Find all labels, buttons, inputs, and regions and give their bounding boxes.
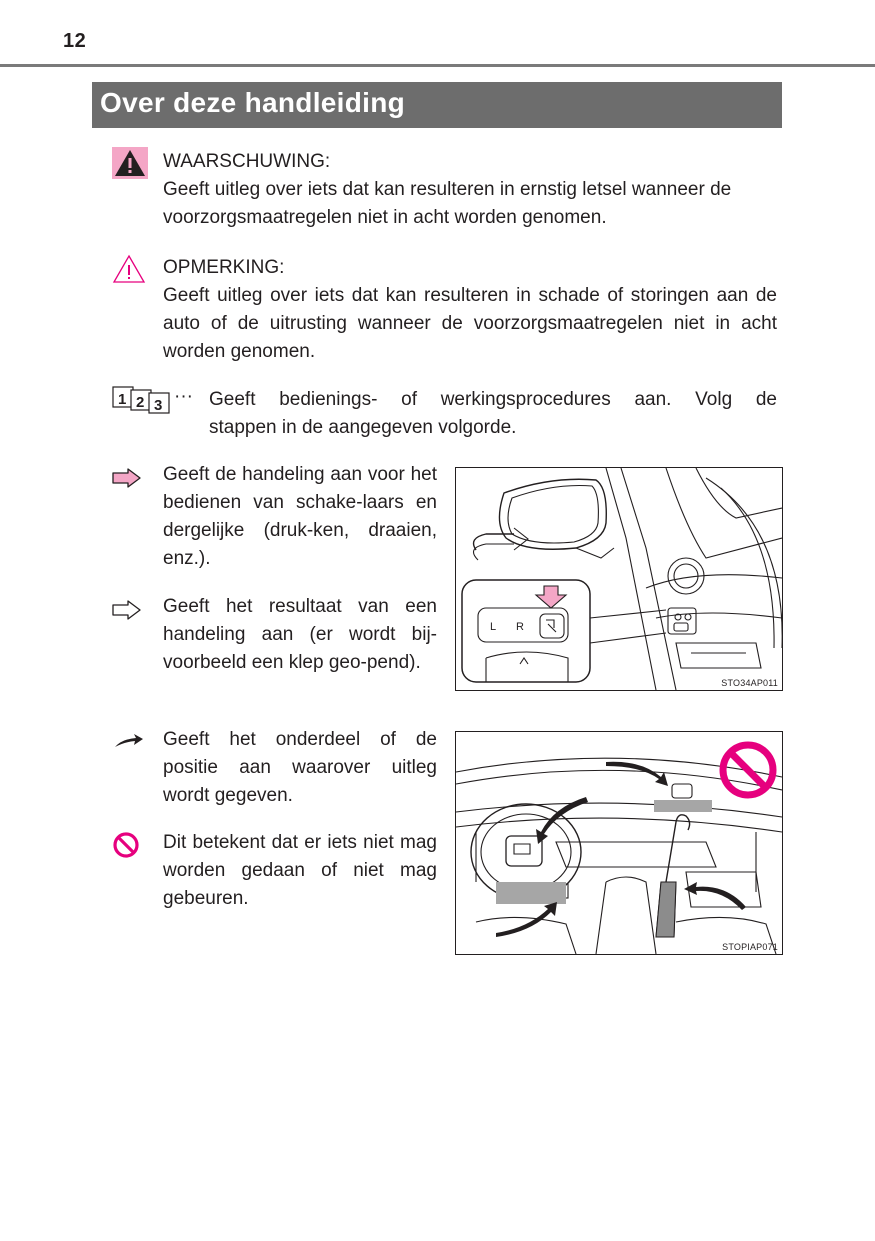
action-arrow-filled-icon bbox=[112, 468, 142, 488]
page-number: 12 bbox=[63, 30, 87, 52]
steps-entry bbox=[209, 386, 777, 442]
caution-entry bbox=[163, 254, 777, 366]
caution-heading: OPMERKING: bbox=[163, 257, 285, 278]
pointer-entry bbox=[163, 726, 437, 810]
steps-ellipsis: ··· bbox=[174, 386, 193, 407]
step-digit-1: 1 bbox=[118, 391, 127, 408]
prohibited-placement-illustration bbox=[456, 732, 782, 954]
warning-filled-triangle-icon bbox=[112, 147, 148, 179]
warning-entry bbox=[163, 148, 777, 232]
section-title-bar bbox=[92, 82, 782, 128]
caution-description: Geeft uitleg over iets dat kan resulteren in schade of storingen aan de auto of de uitrusting wanneer de voorzorgsmaatregelen niet in acht worden genomen. bbox=[163, 285, 777, 362]
step-digit-2: 2 bbox=[136, 394, 145, 411]
steps-description-line2: stappen in de aangegeven volgorde. bbox=[209, 417, 517, 438]
figure-code: STO34AP011 bbox=[721, 678, 778, 688]
action-entry bbox=[163, 461, 437, 573]
action-description: Geeft de handeling aan voor het bedienen van schake-laars en dergelijke (druk-ken, draaien, enz.). bbox=[163, 464, 437, 569]
caution-outline-triangle-icon bbox=[112, 254, 146, 284]
prohibited-entry bbox=[163, 829, 437, 913]
prohibited-icon bbox=[112, 831, 140, 859]
mirror-adjust-illustration bbox=[456, 468, 782, 690]
numbered-steps-icon bbox=[112, 385, 174, 415]
prohibited-placement-figure bbox=[455, 731, 783, 955]
warning-description: Geeft uitleg over iets dat kan resulteren in ernstig letsel wanneer de voorzorgsmaatregelen niet in acht worden genomen. bbox=[163, 179, 732, 228]
pointer-description: Geeft het onderdeel of de positie aan waarover uitleg wordt gegeven. bbox=[163, 729, 437, 806]
switch-label-left: L bbox=[490, 621, 497, 633]
section-title: Over deze handleiding bbox=[100, 87, 406, 118]
steps-description-line1: Geeft bedienings- of werkingsprocedures aan. Volg de bbox=[209, 389, 777, 410]
mirror-adjust-figure bbox=[455, 467, 783, 691]
prohibited-description: Dit betekent dat er iets niet mag worden gedaan of niet mag gebeuren. bbox=[163, 832, 437, 909]
result-description: Geeft het resultaat van een handeling aan (er wordt bij-voorbeeld een klep geo-pend). bbox=[163, 596, 437, 673]
step-digit-3: 3 bbox=[154, 397, 163, 414]
pointer-arrow-icon bbox=[112, 730, 146, 750]
header-rule bbox=[0, 64, 875, 67]
figure-code: STOPIAP071 bbox=[722, 942, 778, 952]
result-arrow-outline-icon bbox=[112, 600, 142, 620]
warning-heading: WAARSCHUWING: bbox=[163, 151, 331, 172]
result-entry bbox=[163, 593, 437, 677]
switch-label-right: R bbox=[516, 621, 524, 633]
